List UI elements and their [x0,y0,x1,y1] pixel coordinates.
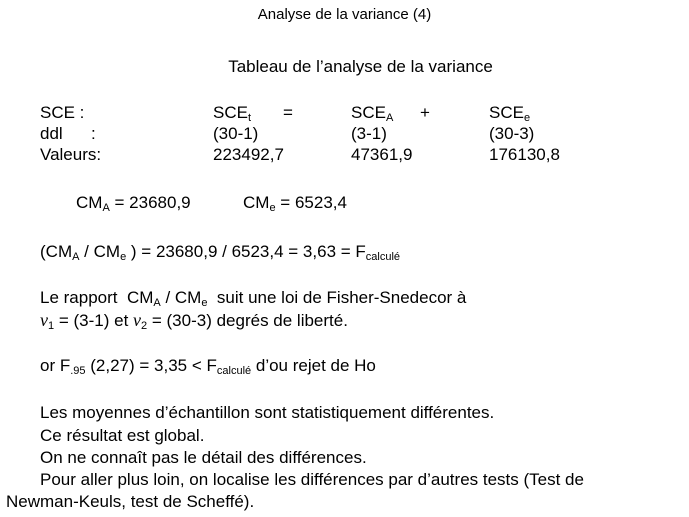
row-label-valeurs: Valeurs: [40,145,102,164]
row-label-sce: SCE : [40,103,85,122]
cell-valeurs-total: 223492,7 [213,145,284,164]
cell-sce-e: $SCE_e$ [489,103,531,124]
cell-valeurs-e: 176130,8 [489,145,560,164]
conclusion-line-2: Ce résultat est global. [40,426,205,445]
table-title: Tableau de l’analyse de la variance [228,57,493,76]
cell-ddl-total: (30-1) [213,124,259,143]
critical-value-line: or $F_{.95}$ $(2,27) = 3,35 < F_{calculé}$ d’ou rejet de Ho [40,356,376,377]
cell-ddl-e: (30-3) [489,124,535,143]
cell-sce-total: $SCE_t$ [213,103,252,124]
cell-valeurs-a: 47361,9 [351,145,413,164]
cma-value: $CM_A = 23680,9$ [76,193,191,214]
conclusion-line-4: Pour aller plus loin, on localise les différences par d’autres tests (Test de [40,470,584,489]
conclusion-line-3: On ne connaît pas le détail des différences. [40,448,367,467]
row-label-ddl: ddl : [40,124,96,143]
cell-ddl-a: (3-1) [351,124,387,143]
f-ratio-line: ($CM_A / CM_e$ ) = $23680,9 / 6523,4 = 3,63 = F_{calculé}$ [40,242,401,263]
conclusion-line-5: Newman-Keuls, test de Scheffé). [6,492,255,511]
cell-sce-a: $SCE_A$ [351,103,394,124]
slide-title: Analyse de la variance (4) [257,6,432,23]
equals-sign: = [283,103,293,122]
fisher-line-1: Le rapport $CM_A / CM_e$ suit une loi de Fisher-Snedecor à [40,288,467,309]
cme-value: $CM_e = 6523,4$ [243,193,347,214]
conclusion-line-1: Les moyennes d’échantillon sont statistiquement différentes. [40,403,495,422]
plus-sign: + [420,103,430,122]
fisher-line-2: $\nu_1 = (3-1)$ et $\nu_2 = (30-3)$ degrés de liberté. [40,310,348,332]
